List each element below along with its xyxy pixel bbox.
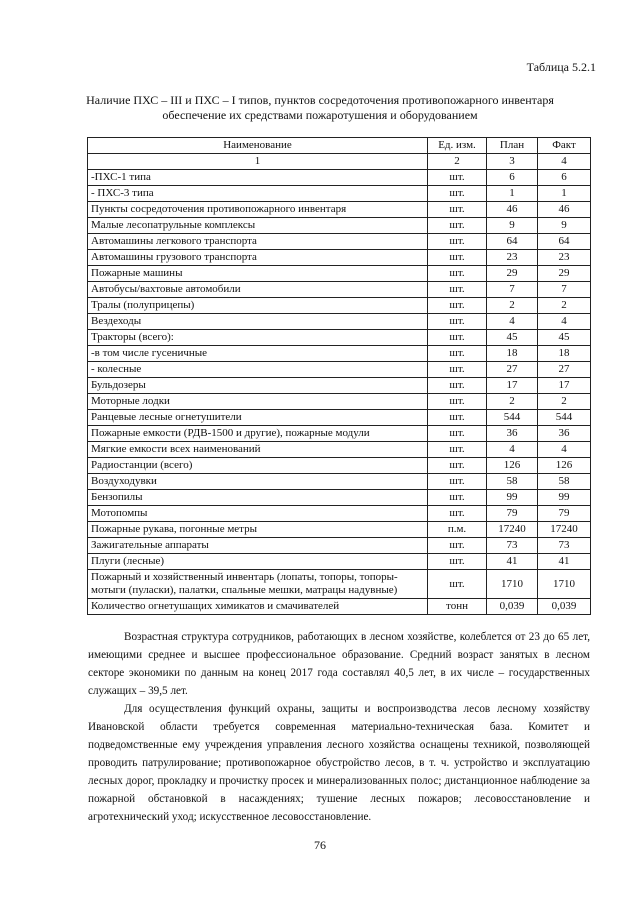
cell-fact: 79 — [538, 506, 591, 522]
cell-plan: 1 — [487, 186, 538, 202]
table-row — [88, 458, 591, 474]
cell-unit: шт. — [428, 170, 487, 186]
table-row — [88, 362, 591, 378]
cell-plan: 79 — [487, 506, 538, 522]
table-row — [88, 410, 591, 426]
cell-fact: 2 — [538, 298, 591, 314]
cell-unit: п.м. — [428, 522, 487, 538]
page-number: 76 — [314, 838, 326, 852]
cell-fact: 7 — [538, 282, 591, 298]
cell-name: Бензопилы — [88, 490, 428, 506]
table-row — [88, 346, 591, 362]
cell-fact: 36 — [538, 426, 591, 442]
cell-unit: шт. — [428, 282, 487, 298]
table-row — [88, 490, 591, 506]
cell-fact: 23 — [538, 250, 591, 266]
cell-plan: 126 — [487, 458, 538, 474]
cell-plan: 9 — [487, 218, 538, 234]
cell-fact: 64 — [538, 234, 591, 250]
cell-unit: шт. — [428, 554, 487, 570]
table-row — [88, 554, 591, 570]
cell-name: Автомашины грузового транспорта — [88, 250, 428, 266]
table-row — [88, 266, 591, 282]
cell-fact: 17240 — [538, 522, 591, 538]
cell-fact: 73 — [538, 538, 591, 554]
cell-name: Воздуходувки — [88, 474, 428, 490]
table-row — [88, 250, 591, 266]
cell-unit: шт. — [428, 538, 487, 554]
cell-fact: 4 — [538, 442, 591, 458]
header-plan: План — [487, 138, 538, 154]
cell-unit: шт. — [428, 394, 487, 410]
cell-unit: шт. — [428, 362, 487, 378]
cell-fact: 126 — [538, 458, 591, 474]
table-row — [88, 522, 591, 538]
cell-plan: 2 — [487, 298, 538, 314]
cell-plan: 29 — [487, 266, 538, 282]
cell-plan: 58 — [487, 474, 538, 490]
cell-fact: 18 — [538, 346, 591, 362]
table-row — [88, 599, 591, 615]
cell-name: - ПХС-3 типа — [88, 186, 428, 202]
cell-plan: 2 — [487, 394, 538, 410]
table-row — [88, 218, 591, 234]
cell-name: Вездеходы — [88, 314, 428, 330]
cell-fact: 6 — [538, 170, 591, 186]
table-row — [88, 186, 591, 202]
cell-name: Пункты сосредоточения противопожарного инвентаря — [88, 202, 428, 218]
cell-unit: шт. — [428, 314, 487, 330]
cell-name: Пожарный и хозяйственный инвентарь (лопаты, топоры, топоры-мотыги (пуласки), палатки, спальные мешки, матрацы надувные) — [88, 570, 428, 599]
cell-name: Автомашины легкового транспорта — [88, 234, 428, 250]
cell-fact: 9 — [538, 218, 591, 234]
table-body — [88, 170, 591, 615]
cell-unit: шт. — [428, 426, 487, 442]
cell-name: - колесные — [88, 362, 428, 378]
cell-name: Плуги (лесные) — [88, 554, 428, 570]
header-unit: Ед. изм. — [428, 138, 487, 154]
table-title: Наличие ПХС – III и ПХС – I типов, пунктов сосредоточения противопожарного инвентаря обеспечение их средствами пожаротушения и оборудованием — [86, 93, 554, 122]
cell-unit: шт. — [428, 490, 487, 506]
cell-unit: шт. — [428, 410, 487, 426]
cell-name: Ранцевые лесные огнетушители — [88, 410, 428, 426]
table-row — [88, 394, 591, 410]
paragraph: Для осуществления функций охраны, защиты и воспроизводства лесов лесному хозяйству Ивановской области требуется современная материально-техническая база. Комитет и подведомственные ему учреждения управления лесного хозяйства оснащены техникой, позволяющей проводить патрулирование; противопожарное обустройство лесов, в т. ч. устройство и эксплуатацию лесных дорог, прокладку и прочистку просек и минерализованных полос; дистанционное наблюдение за пожарной обстановкой в насаждениях; тушение лесных пожаров; лесовосстановление и агротехнический уход; искусственное лесовосстановление. — [88, 703, 590, 823]
cell-plan: 99 — [487, 490, 538, 506]
cell-plan: 17240 — [487, 522, 538, 538]
table-row — [88, 282, 591, 298]
cell-name: Тракторы (всего): — [88, 330, 428, 346]
table-row — [88, 234, 591, 250]
cell-name: -в том числе гусеничные — [88, 346, 428, 362]
cell-name: Радиостанции (всего) — [88, 458, 428, 474]
table-row — [88, 378, 591, 394]
cell-name: Мягкие емкости всех наименований — [88, 442, 428, 458]
table-row — [88, 506, 591, 522]
cell-plan: 1710 — [487, 570, 538, 599]
table-row — [88, 426, 591, 442]
cell-unit: шт. — [428, 378, 487, 394]
cell-plan: 45 — [487, 330, 538, 346]
cell-plan: 7 — [487, 282, 538, 298]
cell-plan: 6 — [487, 170, 538, 186]
cell-unit: шт. — [428, 346, 487, 362]
cell-unit: шт. — [428, 186, 487, 202]
cell-fact: 99 — [538, 490, 591, 506]
cell-unit: шт. — [428, 442, 487, 458]
cell-plan: 18 — [487, 346, 538, 362]
cell-name: Мотопомпы — [88, 506, 428, 522]
cell-unit: шт. — [428, 218, 487, 234]
col-number: 4 — [538, 154, 591, 170]
table-header-row — [88, 138, 591, 154]
col-number: 1 — [88, 154, 428, 170]
col-number: 3 — [487, 154, 538, 170]
cell-unit: тонн — [428, 599, 487, 615]
cell-name: Моторные лодки — [88, 394, 428, 410]
cell-unit: шт. — [428, 506, 487, 522]
table-row — [88, 170, 591, 186]
cell-unit: шт. — [428, 266, 487, 282]
column-number-row — [88, 154, 591, 170]
cell-name: Автобусы/вахтовые автомобили — [88, 282, 428, 298]
cell-fact: 46 — [538, 202, 591, 218]
cell-plan: 73 — [487, 538, 538, 554]
table-row — [88, 314, 591, 330]
cell-fact: 2 — [538, 394, 591, 410]
cell-fact: 4 — [538, 314, 591, 330]
cell-plan: 17 — [487, 378, 538, 394]
cell-plan: 4 — [487, 314, 538, 330]
cell-name: Количество огнетушащих химикатов и смачивателей — [88, 599, 428, 615]
cell-fact: 1 — [538, 186, 591, 202]
cell-plan: 4 — [487, 442, 538, 458]
cell-fact: 0,039 — [538, 599, 591, 615]
cell-plan: 544 — [487, 410, 538, 426]
table-row — [88, 330, 591, 346]
table-row — [88, 202, 591, 218]
cell-fact: 17 — [538, 378, 591, 394]
cell-name: Пожарные рукава, погонные метры — [88, 522, 428, 538]
cell-fact: 544 — [538, 410, 591, 426]
cell-plan: 64 — [487, 234, 538, 250]
table-caption: Таблица 5.2.1 — [526, 60, 596, 74]
cell-unit: шт. — [428, 202, 487, 218]
col-number: 2 — [428, 154, 487, 170]
header-fact: Факт — [538, 138, 591, 154]
cell-fact: 27 — [538, 362, 591, 378]
cell-unit: шт. — [428, 474, 487, 490]
cell-name: -ПХС-1 типа — [88, 170, 428, 186]
paragraph: Возрастная структура сотрудников, работающих в лесном хозяйстве, колеблется от 23 до 65 лет, имеющими среднее и высшее профессиональное образование. Средний возраст занятых в лесном секторе экономики по данным на конец 2017 года составлял 40,5 лет, в их числе – государственных служащих – 39,5 лет. — [88, 631, 590, 697]
cell-plan: 36 — [487, 426, 538, 442]
body-text — [88, 628, 590, 826]
cell-plan: 46 — [487, 202, 538, 218]
cell-unit: шт. — [428, 250, 487, 266]
cell-name: Пожарные машины — [88, 266, 428, 282]
table-row — [88, 474, 591, 490]
cell-unit: шт. — [428, 330, 487, 346]
cell-plan: 41 — [487, 554, 538, 570]
cell-unit: шт. — [428, 570, 487, 599]
cell-fact: 41 — [538, 554, 591, 570]
table-row — [88, 570, 591, 599]
cell-fact: 29 — [538, 266, 591, 282]
equipment-table — [87, 137, 591, 615]
cell-name: Тралы (полуприцепы) — [88, 298, 428, 314]
header-name: Наименование — [88, 138, 428, 154]
cell-unit: шт. — [428, 298, 487, 314]
cell-name: Пожарные емкости (РДВ-1500 и другие), пожарные модули — [88, 426, 428, 442]
cell-name: Малые лесопатрульные комплексы — [88, 218, 428, 234]
cell-plan: 27 — [487, 362, 538, 378]
cell-unit: шт. — [428, 234, 487, 250]
cell-plan: 0,039 — [487, 599, 538, 615]
cell-name: Бульдозеры — [88, 378, 428, 394]
table-row — [88, 298, 591, 314]
cell-unit: шт. — [428, 458, 487, 474]
table-row — [88, 538, 591, 554]
cell-fact: 1710 — [538, 570, 591, 599]
cell-fact: 58 — [538, 474, 591, 490]
table-row — [88, 442, 591, 458]
cell-fact: 45 — [538, 330, 591, 346]
cell-name: Зажигательные аппараты — [88, 538, 428, 554]
cell-plan: 23 — [487, 250, 538, 266]
